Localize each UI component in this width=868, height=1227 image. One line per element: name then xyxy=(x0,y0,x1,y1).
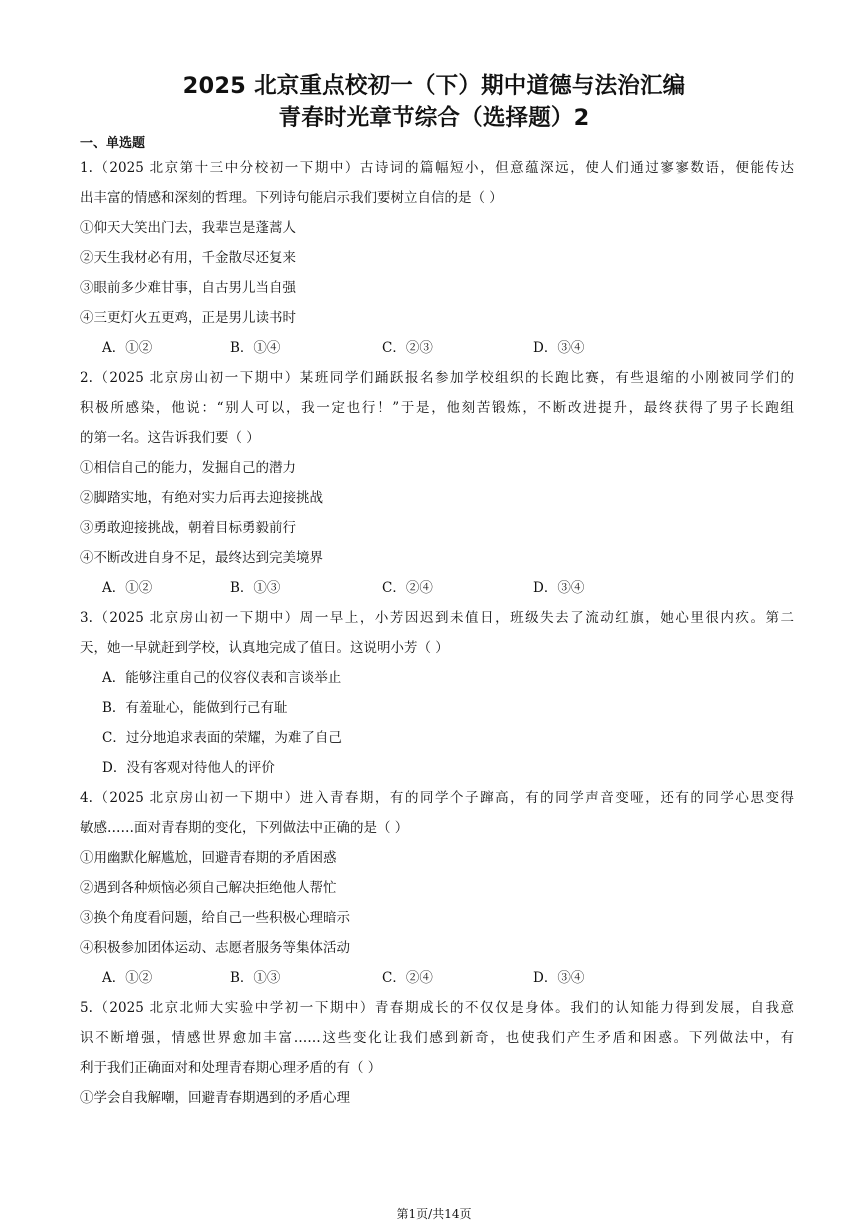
option-d: D．③④ xyxy=(533,580,585,596)
option-b: B．有羞耻心，能做到行己有耻 xyxy=(102,700,288,716)
option-b: B．①③ xyxy=(230,580,281,596)
option-b: B．①④ xyxy=(230,340,281,356)
statement-item: ②遇到各种烦恼必须自己解决拒绝他人帮忙 xyxy=(80,880,337,896)
answer-options xyxy=(80,333,794,363)
statement-item: ①相信自己的能力，发掘自己的潜力 xyxy=(80,460,296,476)
option-d: D．没有客观对待他人的评价 xyxy=(102,760,275,776)
page-number: 第1页/共14页 xyxy=(396,1207,472,1221)
option-c: C．②④ xyxy=(382,970,433,986)
option-d: D．③④ xyxy=(533,970,585,986)
statement-item: ①用幽默化解尴尬，回避青春期的矛盾困惑 xyxy=(80,850,337,866)
question-stem-line: 3.（2025 北京房山初一下期中）周一早上，小芳因迟到未值日，班级失去了流动红旗，她心里很内疚。第二 xyxy=(80,610,794,626)
option-a: A．①② xyxy=(102,340,153,356)
statement-item: ②天生我材必有用，千金散尽还复来 xyxy=(80,250,296,266)
question-stem-line: 积极所感染，他说：“别人可以，我一定也行！”于是，他刻苦锻炼，不断改进提升，最终获得了男子长跑组 xyxy=(80,400,794,416)
answer-options xyxy=(80,963,794,993)
question-stem-line: 4.（2025 北京房山初一下期中）进入青春期，有的同学个子蹿高，有的同学声音变哑，还有的同学心思变得 xyxy=(80,790,794,806)
statement-item: ①仰天大笑出门去，我辈岂是蓬蒿人 xyxy=(80,220,296,236)
option-a: A．①② xyxy=(102,970,153,986)
question-2 xyxy=(80,363,794,603)
statement-item: ③眼前多少难甘事，自古男儿当自强 xyxy=(80,280,296,296)
answer-options xyxy=(80,573,794,603)
question-3 xyxy=(80,603,794,783)
question-5 xyxy=(80,993,794,1113)
question-stem-line: 2.（2025 北京房山初一下期中）某班同学们踊跃报名参加学校组织的长跑比赛，有些退缩的小刚被同学们的 xyxy=(80,370,794,386)
statement-item: ④三更灯火五更鸡，正是男儿读书时 xyxy=(80,310,296,326)
question-stem-line: 识不断增强，情感世界愈加丰富……这些变化让我们感到新奇，也使我们产生矛盾和困惑。下列做法中，有 xyxy=(80,1030,794,1046)
question-stem-line: 利于我们正确面对和处理青春期心理矛盾的有（ ） xyxy=(80,1060,382,1076)
option-a: A．①② xyxy=(102,580,153,596)
question-stem-line: 敏感……面对青春期的变化，下列做法中正确的是（ ） xyxy=(80,820,409,836)
option-c: C．过分地追求表面的荣耀，为难了自己 xyxy=(102,730,342,746)
question-stem-line: 5.（2025 北京北师大实验中学初一下期中）青春期成长的不仅仅是身体。我们的认知能力得到发展，自我意 xyxy=(80,1000,794,1016)
option-b: B．①③ xyxy=(230,970,281,986)
document-subtitle: 青春时光章节综合（选择题）2 xyxy=(278,105,590,131)
option-a: A．能够注重自己的仪容仪表和言谈举止 xyxy=(102,670,342,686)
statement-item: ④不断改进自身不足，最终达到完美境界 xyxy=(80,550,323,566)
option-c: C．②③ xyxy=(382,340,433,356)
question-stem-line: 出丰富的情感和深刻的哲理。下列诗句能启示我们要树立自信的是（ ） xyxy=(80,190,503,206)
option-c: C．②④ xyxy=(382,580,433,596)
statement-item: ④积极参加团体运动、志愿者服务等集体活动 xyxy=(80,940,350,956)
statement-item: ③换个角度看问题，给自己一些积极心理暗示 xyxy=(80,910,350,926)
document-title: 2025 北京重点校初一（下）期中道德与法治汇编 xyxy=(182,73,686,99)
question-stem-line: 天，她一早就赶到学校，认真地完成了值日。这说明小芳（ ） xyxy=(80,640,449,656)
statement-item: ③勇敢迎接挑战，朝着目标勇毅前行 xyxy=(80,520,296,536)
question-1 xyxy=(80,153,794,363)
question-stem-line: 的第一名。这告诉我们要（ ） xyxy=(80,430,260,446)
section-heading: 一、单选题 xyxy=(80,136,146,151)
statement-item: ②脚踏实地，有绝对实力后再去迎接挑战 xyxy=(80,490,323,506)
statement-item: ①学会自我解嘲，回避青春期遇到的矛盾心理 xyxy=(80,1090,350,1106)
question-stem-line: 1.（2025 北京第十三中分校初一下期中）古诗词的篇幅短小，但意蕴深远，使人们通过寥寥数语，便能传达 xyxy=(80,160,794,176)
option-d: D．③④ xyxy=(533,340,585,356)
question-list xyxy=(80,153,794,1113)
question-4 xyxy=(80,783,794,993)
